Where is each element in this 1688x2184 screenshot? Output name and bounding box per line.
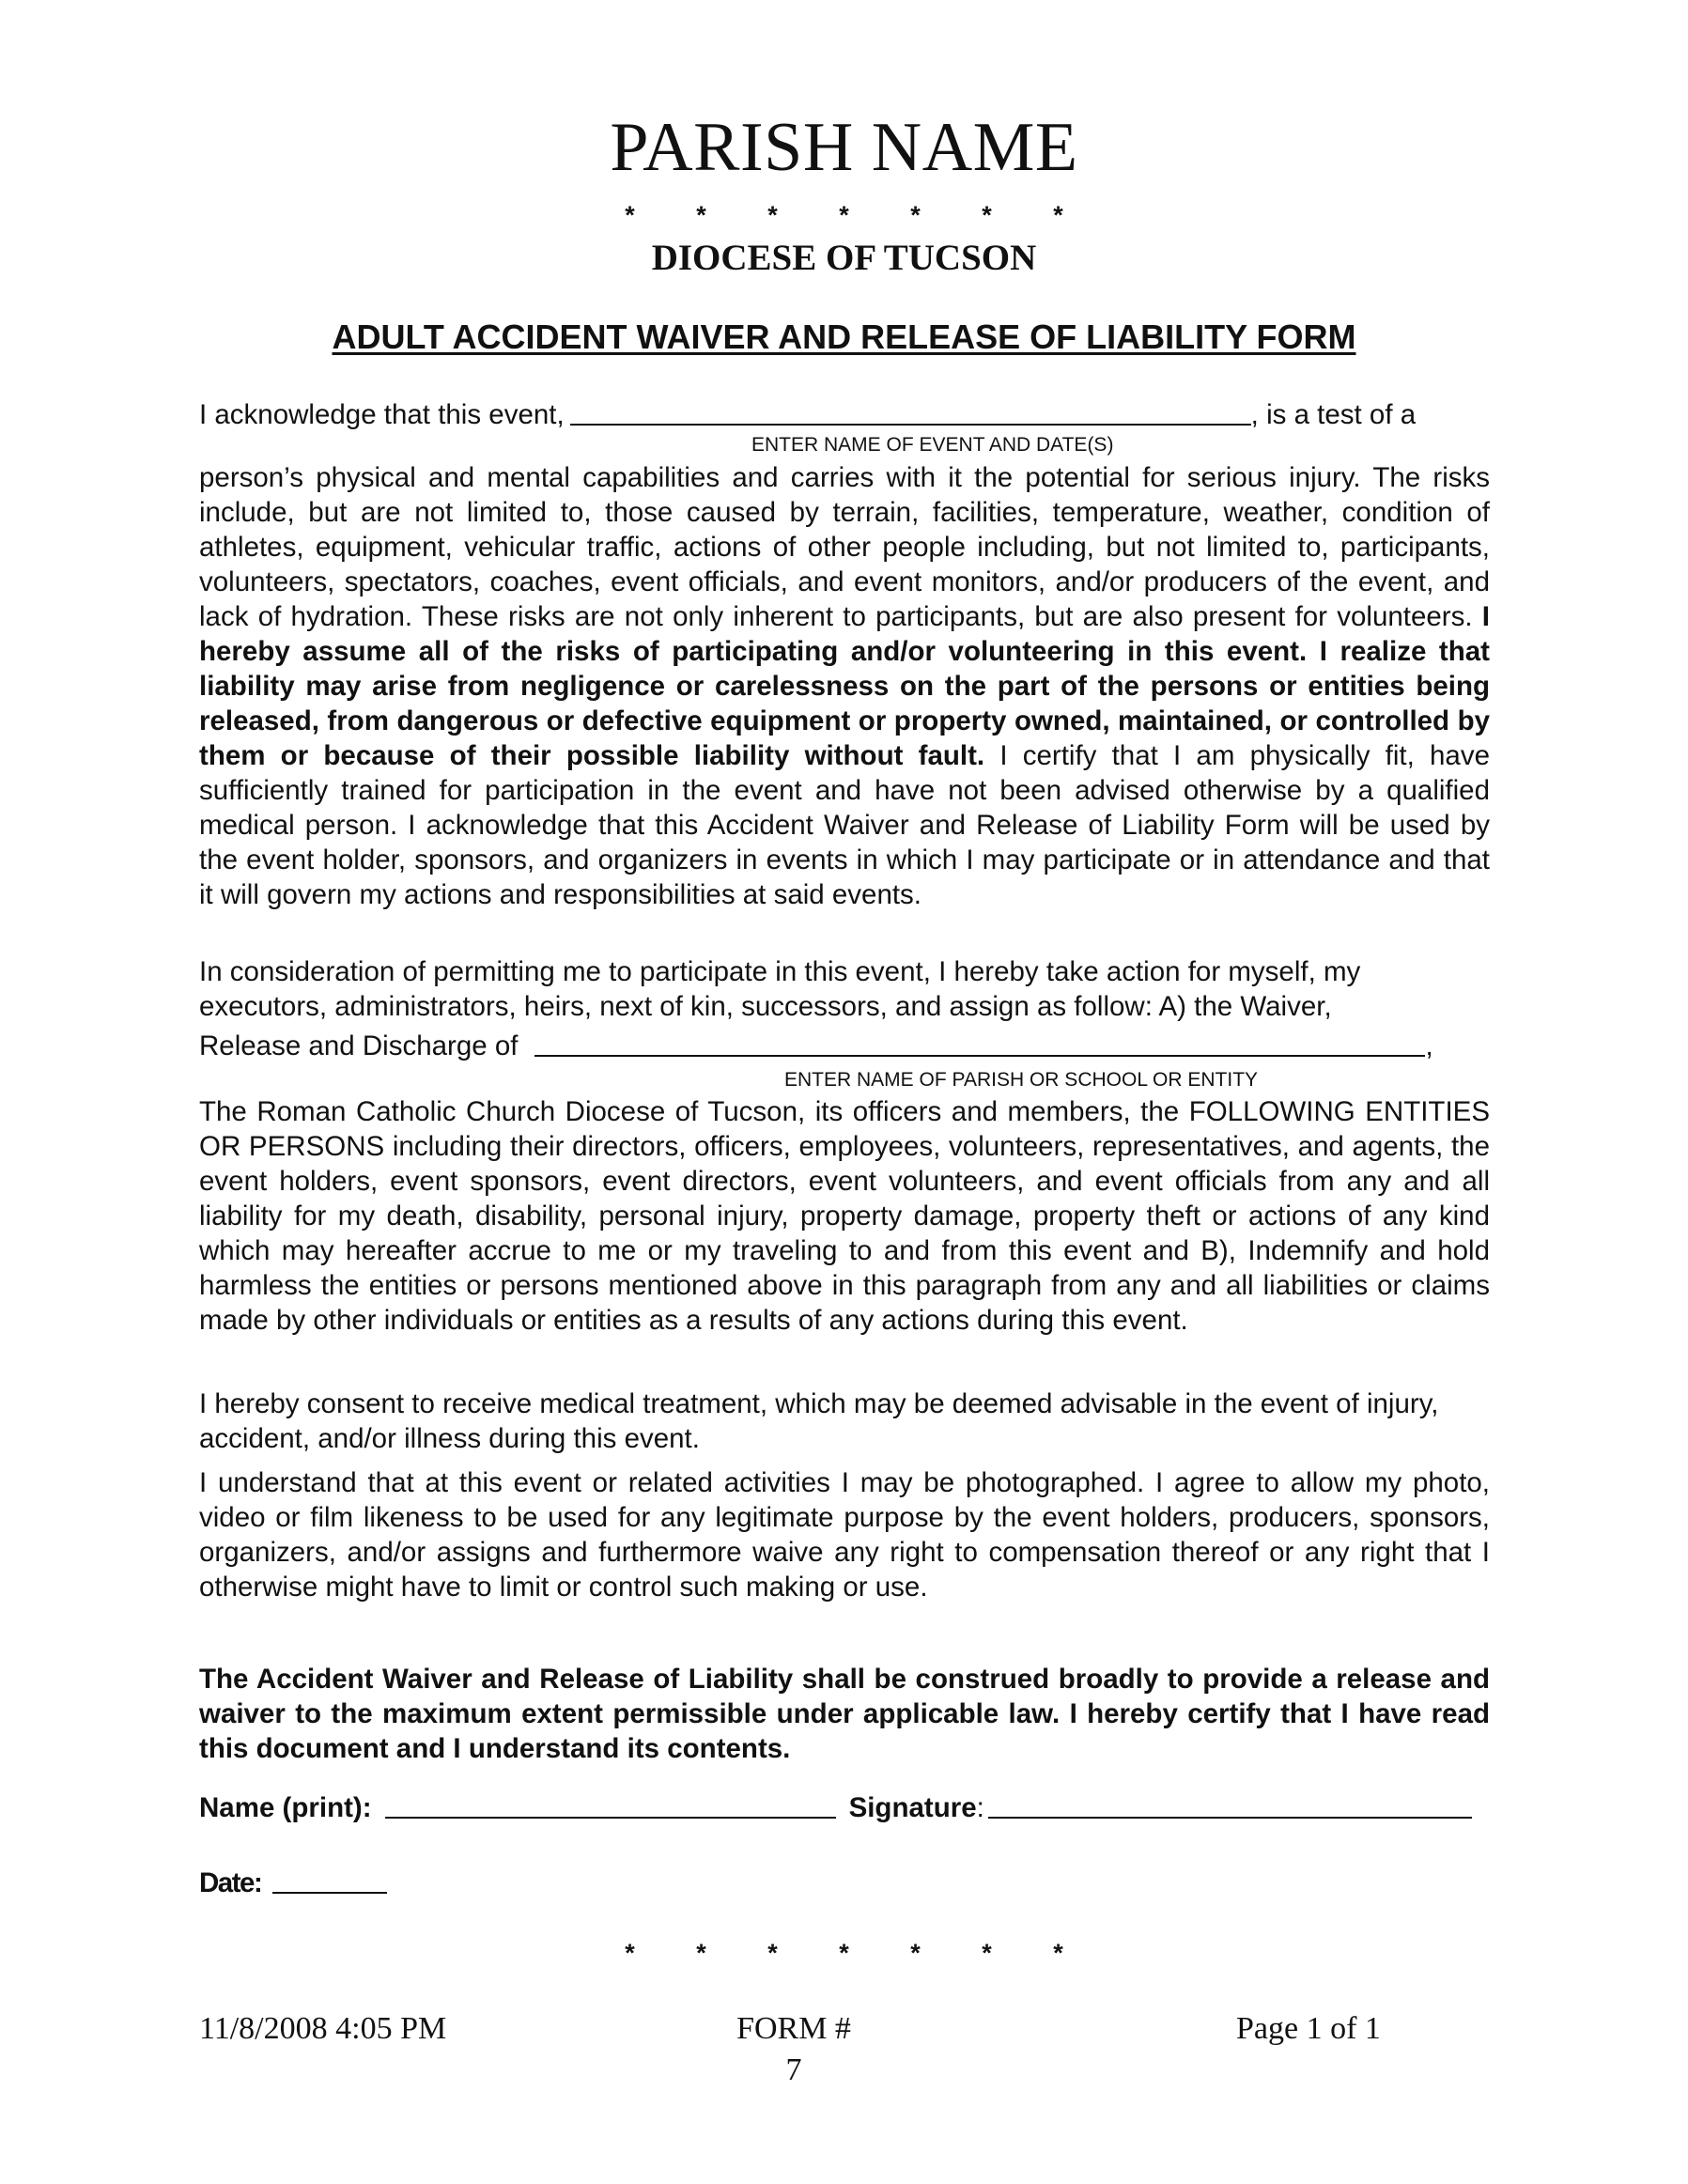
star: * <box>839 201 849 229</box>
footer-form-label: FORM # <box>736 2011 851 2046</box>
assumption-of-risk-text: I hereby assume all of the risks of participating and/or volunteering in this event. I realize that liability may arise from negligence or carelessness on the part of the persons or entities being released, from dangerous or defective equipment or property owned, maintained, or controlled by them or because of their possible liability without fault. <box>199 601 1490 771</box>
certification-paragraph <box>199 1662 1490 1766</box>
star: * <box>982 201 992 229</box>
signature-field[interactable] <box>988 1790 1472 1819</box>
fitness-certification-text: I certify that I am physically fit, have sufficiently trained for participation in the event and have not been advised otherwise by a qualified medical person. I acknowledge that this Accident Waiver and Release of Liability Form will be used by the event holder, sponsors, and organizers in events in which I may participate or in attendance and that it will govern my actions and responsibilities at said events. <box>199 740 1490 910</box>
star: * <box>1053 1939 1063 1967</box>
star: * <box>1053 201 1063 229</box>
star: * <box>910 201 921 229</box>
risk-paragraph <box>199 460 1490 912</box>
star: * <box>625 201 635 229</box>
entity-name-caption: ENTER NAME OF PARISH OR SCHOOL OR ENTITY <box>784 1069 1259 1091</box>
footer-page-number: Page 1 of 1 <box>1236 2011 1381 2046</box>
form-title: ADULT ACCIDENT WAIVER AND RELEASE OF LIABILITY FORM <box>332 318 1356 356</box>
signature-row <box>199 1790 1490 1825</box>
date-row <box>199 1866 1490 1900</box>
star: * <box>696 1939 706 1967</box>
star: * <box>767 1939 778 1967</box>
star: * <box>625 1939 635 1967</box>
star: * <box>839 1939 849 1967</box>
name-print-label: Name (print): <box>199 1792 372 1823</box>
certification-text: The Accident Waiver and Release of Liability shall be construed broadly to provide a release and waiver to the maximum extent permissible under applicable law. I hereby certify that I have read this document and I understand its contents. <box>199 1664 1490 1764</box>
event-name-caption: ENTER NAME OF EVENT AND DATE(S) <box>751 434 1114 456</box>
entity-name-blank[interactable] <box>534 1029 1425 1057</box>
event-tail-text: , is a test of a <box>1250 399 1417 430</box>
release-tail-text: , <box>1425 1030 1433 1061</box>
star: * <box>767 201 778 229</box>
diocese-heading: DIOCESE OF TUCSON <box>651 238 1037 278</box>
signature-label-text: Signature <box>848 1792 977 1823</box>
star: * <box>910 1939 921 1967</box>
medical-consent-paragraph: I hereby consent to receive medical treatment, which may be deemed advisable in the event of injury, accident, and/or illness during this event. <box>199 1388 1439 1454</box>
photo-release-paragraph: I understand that at this event or related activities I may be photographed. I agree to allow my photo, video or film likeness to be used for any legitimate purpose by the event holders, producers, sponsors, organizers, and/or assigns and furthermore waive any right to compensation thereof or any right that I otherwise might have to limit or control such making or use. <box>199 1467 1490 1603</box>
name-print-field[interactable] <box>385 1790 836 1819</box>
consideration-intro: In consideration of permitting me to participate in this event, I hereby take action for myself, my executors, administrators, heirs, next of kin, successors, and assign as follow: A) the Waiver, <box>199 956 1361 1022</box>
date-field[interactable] <box>272 1866 387 1894</box>
star-divider-bottom <box>0 1939 1688 1967</box>
risk-text: person’s physical and mental capabilities and carries with it the potential for serious injury. The risks include, but are not limited to, those caused by terrain, facilities, temperature, weather, condition of athletes, equipment, vehicular traffic, actions of other people including, but not limited to, participants, volunteers, spectators, coaches, event officials, and event monitors, and/or producers of the event, and lack of hydration. These risks are not only inherent to participants, but are also present for volunteers. <box>199 462 1490 632</box>
event-lead-text: I acknowledge that this event, <box>199 399 565 430</box>
footer-form-number: 7 <box>785 2052 802 2087</box>
star: * <box>982 1939 992 1967</box>
release-paragraph: The Roman Catholic Church Diocese of Tucson, its officers and members, the FOLLOWING ENTITIES OR PERSONS including their directors, officers, employees, volunteers, representatives, and agents, the event holders, event sponsors, event directors, event volunteers, and event officials from any and all liability for my death, disability, personal injury, property damage, property theft or actions of any kind which may hereafter accrue to me or my traveling to and from this event and B), Indemnify and hold harmless the entities or persons mentioned above in this paragraph from any and all liabilities or claims made by other individuals or entities as a results of any actions during this event. <box>199 1096 1490 1336</box>
star-divider-top <box>0 201 1688 229</box>
date-label: Date: <box>199 1867 262 1898</box>
footer-timestamp: 11/8/2008 4:05 PM <box>199 2011 447 2046</box>
parish-name-title: PARISH NAME <box>610 109 1078 186</box>
signature-label <box>849 1790 984 1825</box>
release-lead-text: Release and Discharge of <box>199 1030 519 1061</box>
event-name-line <box>199 397 1490 432</box>
signature-colon: : <box>976 1792 984 1823</box>
star: * <box>696 201 706 229</box>
entity-name-line <box>199 1029 1490 1063</box>
event-name-blank[interactable] <box>570 397 1251 426</box>
